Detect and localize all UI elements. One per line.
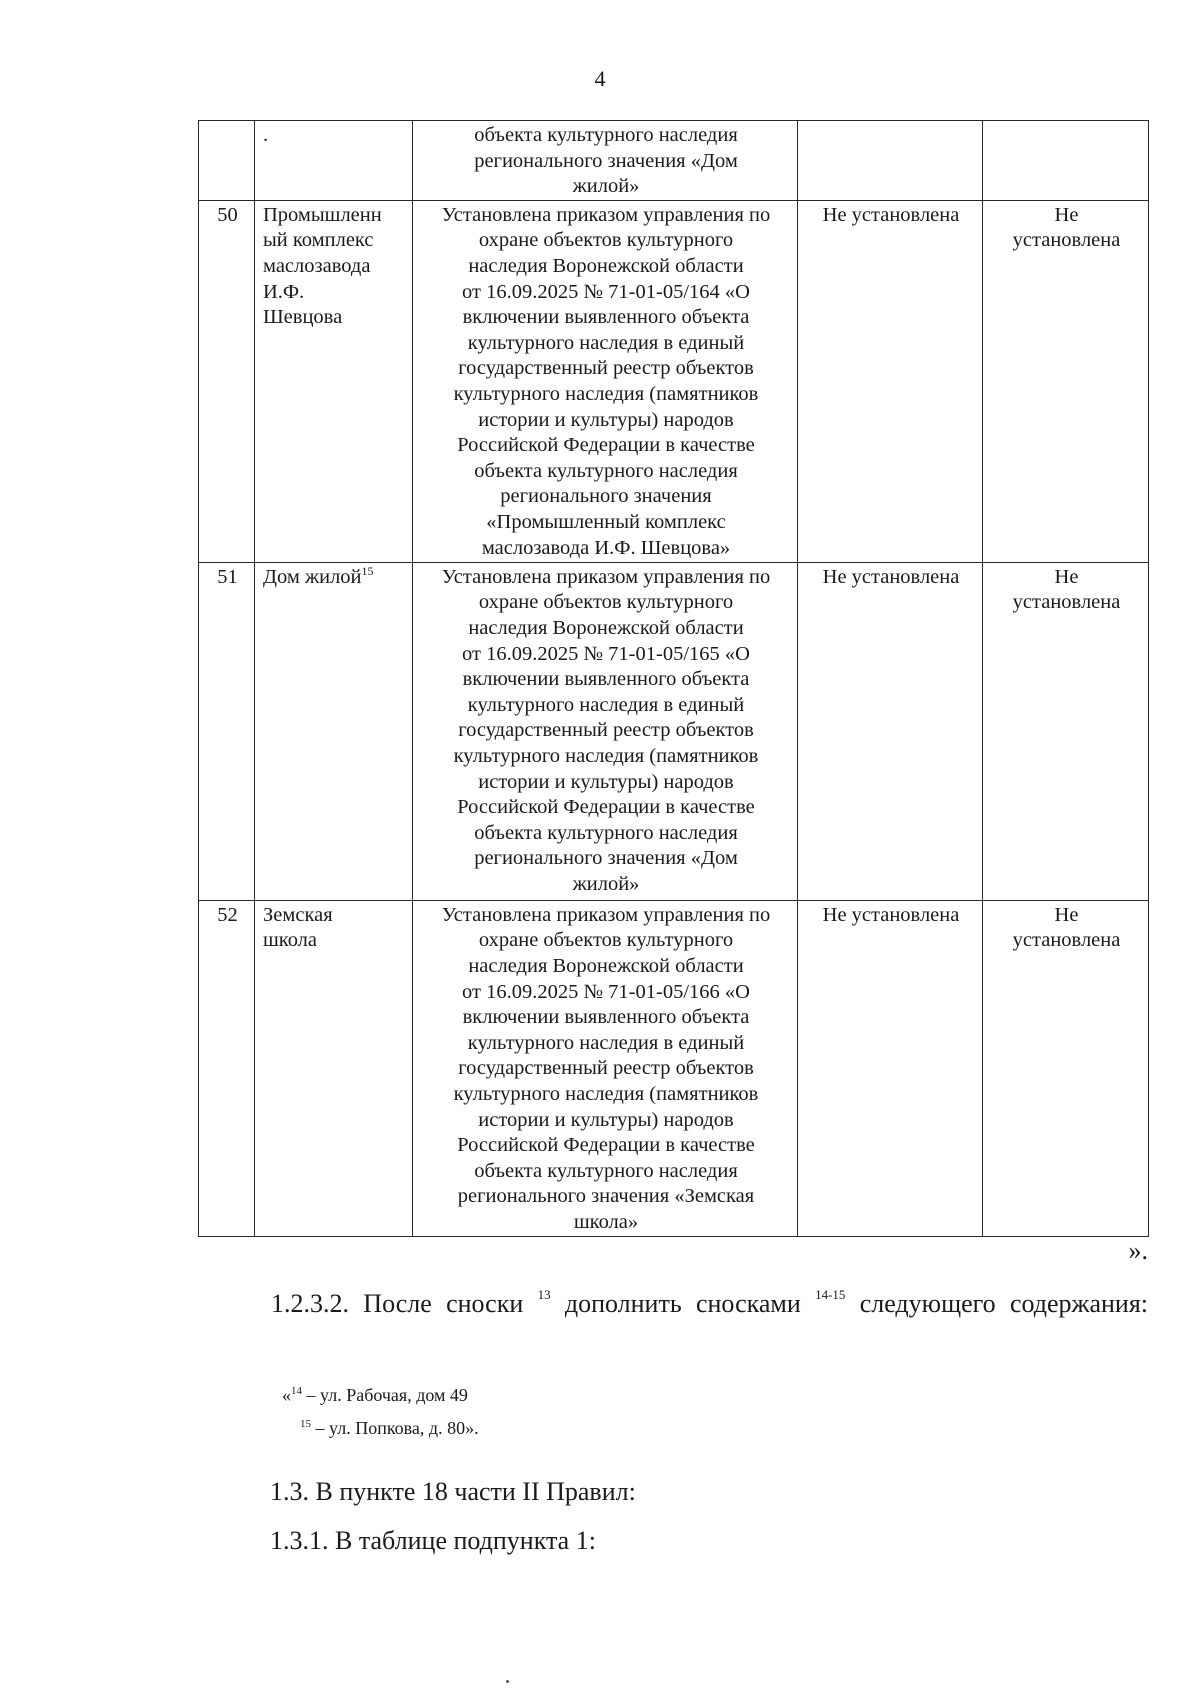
paragraph-text: следующего содержания: (859, 1289, 1149, 1318)
protection-line: установлена (1012, 929, 1121, 952)
footnote-number: 15 (300, 1418, 311, 1430)
basis-line: жилой» (572, 872, 640, 895)
basis-line: наследия Воронежской области (468, 616, 744, 639)
amendment-paragraph (186, 1278, 1148, 1330)
table-body (199, 121, 1149, 1237)
row-number-cell (199, 121, 255, 201)
protection-line: установлена (1012, 229, 1121, 252)
basis-line: регионального значения «Дом (474, 847, 738, 870)
basis-line: государственный реестр объектов (458, 719, 754, 742)
basis-line: жилой» (572, 175, 640, 198)
basis-line: государственный реестр объектов (458, 357, 754, 380)
name-line: Шевцова (263, 306, 343, 329)
basis-line: маслозавода И.Ф. Шевцова» (481, 536, 731, 559)
zone-cell: Не установлена (798, 900, 983, 1236)
basis-line: регионального значения «Дом (474, 149, 738, 172)
basis-line: регионального значения (500, 485, 712, 508)
basis-line: культурного наследия в единый (467, 1031, 745, 1054)
zone-cell: Не установлена (798, 562, 983, 900)
footnote-line (300, 1418, 479, 1439)
table-row (199, 900, 1149, 1236)
basis-line: от 16.09.2025 № 71-01-05/165 «О (462, 642, 750, 665)
zone-cell: Не установлена (798, 200, 983, 562)
basis-line: наследия Воронежской области (468, 954, 744, 977)
object-name-cell (255, 900, 413, 1236)
protection-line: Не (1054, 565, 1079, 588)
name-line: школа (263, 929, 318, 952)
basis-line: культурного наследия в единый (467, 331, 745, 354)
protection-line: Не (1054, 203, 1079, 226)
basis-line: объекта культурного наследия (474, 821, 738, 844)
basis-line: включении выявленного объекта (462, 668, 750, 691)
protection-line: установлена (1012, 591, 1121, 614)
closing-quote: ». (1128, 1236, 1148, 1265)
name-line (263, 565, 406, 591)
footnote-ref: 14-15 (815, 1287, 846, 1302)
scan-speck (506, 1680, 509, 1683)
heritage-objects-table (198, 120, 1149, 1237)
name-line: И.Ф. (263, 280, 305, 303)
object-name-cell: . (255, 121, 413, 201)
basis-line: культурного наследия (памятников (453, 382, 759, 405)
basis-line: объекта культурного наследия (474, 124, 738, 146)
footnote-text: – ул. Рабочая, дом 49 (306, 1385, 468, 1405)
basis-line: «Промышленный комплекс (486, 510, 726, 533)
row-number-cell: 51 (199, 562, 255, 900)
basis-line: регионального значения «Земская (457, 1185, 755, 1208)
protection-line: Не (1054, 903, 1079, 926)
table-row-fragment (199, 121, 1149, 201)
name-text: Дом жилой (263, 565, 362, 588)
name-line: Земская (263, 903, 333, 926)
basis-line: школа» (573, 1210, 639, 1233)
basis-line: охране объектов культурного (478, 229, 734, 252)
name-line: Промышленн (263, 203, 382, 226)
table-row (199, 562, 1149, 900)
section-heading: 1.3. В пункте 18 части II Правил: (270, 1477, 636, 1506)
basis-line: включении выявленного объекта (462, 306, 750, 329)
footnote-prefix: « (282, 1385, 291, 1405)
basis-line: от 16.09.2025 № 71-01-05/166 «О (462, 980, 750, 1003)
protection-cell (983, 900, 1149, 1236)
basis-line: истории и культуры) народов (478, 1108, 734, 1131)
object-name-cell (255, 200, 413, 562)
row-number-cell: 50 (199, 200, 255, 562)
basis-line: объекта культурного наследия (474, 1159, 738, 1182)
basis-line: Российской Федерации в качестве (457, 1134, 755, 1157)
footnote-ref: 13 (537, 1287, 551, 1302)
object-name-cell (255, 562, 413, 900)
page-number: 4 (594, 66, 606, 91)
protection-cell (983, 562, 1149, 900)
table-row (199, 200, 1149, 562)
basis-line: объекта культурного наследия (474, 459, 738, 482)
basis-cell (413, 562, 798, 900)
row-number-cell: 52 (199, 900, 255, 1236)
protection-cell (983, 121, 1149, 201)
footnote-line (282, 1385, 468, 1406)
basis-line: истории и культуры) народов (478, 408, 734, 431)
basis-line: истории и культуры) народов (478, 770, 734, 793)
basis-line: Российской Федерации в качестве (457, 434, 755, 457)
basis-line: Установлена приказом управления по (441, 565, 771, 588)
name-line: ый комплекс (263, 229, 374, 252)
basis-cell (413, 121, 798, 201)
basis-line: культурного наследия (памятников (453, 744, 759, 767)
protection-cell (983, 200, 1149, 562)
basis-line: Российской Федерации в качестве (457, 796, 755, 819)
basis-line: охране объектов культурного (478, 929, 734, 952)
paragraph-text: дополнить сносками (564, 1289, 801, 1318)
basis-line: культурного наследия (памятников (453, 1082, 759, 1105)
footnote-number: 14 (291, 1385, 302, 1397)
paragraph-text: 1.2.3.2. После сноски (271, 1289, 524, 1318)
footnote-ref: 15 (361, 563, 374, 578)
name-line: маслозавода (263, 254, 371, 277)
basis-cell (413, 200, 798, 562)
basis-cell (413, 900, 798, 1236)
basis-line: охране объектов культурного (478, 591, 734, 614)
basis-line: культурного наследия в единый (467, 693, 745, 716)
footnote-text: – ул. Попкова, д. 80». (315, 1418, 479, 1438)
basis-line: от 16.09.2025 № 71-01-05/164 «О (462, 280, 750, 303)
basis-line: Установлена приказом управления по (441, 903, 771, 926)
subsection-heading: 1.3.1. В таблице подпункта 1: (270, 1526, 596, 1555)
basis-line: Установлена приказом управления по (441, 203, 771, 226)
basis-line: включении выявленного объекта (462, 1006, 750, 1029)
basis-line: наследия Воронежской области (468, 254, 744, 277)
basis-line: государственный реестр объектов (458, 1057, 754, 1080)
zone-cell (798, 121, 983, 201)
